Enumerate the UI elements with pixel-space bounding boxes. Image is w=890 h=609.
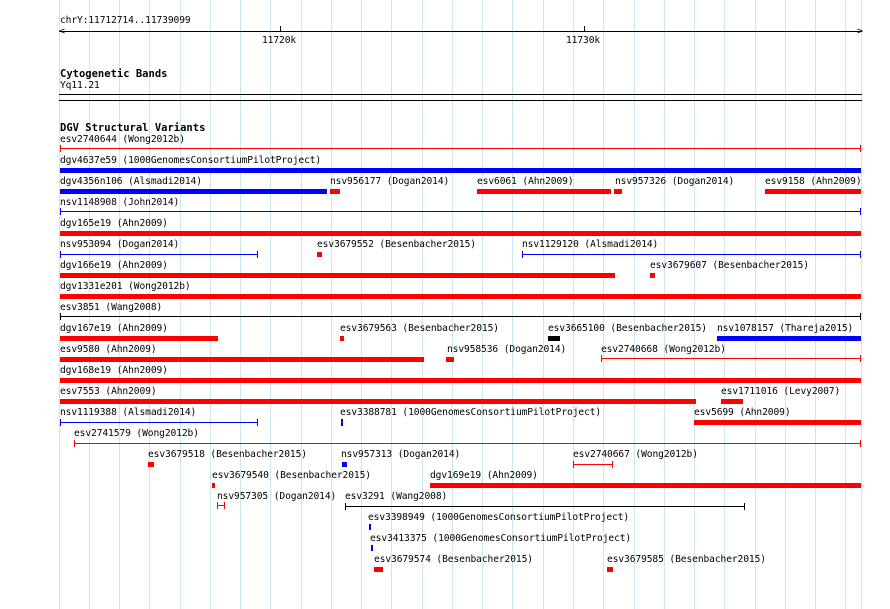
variant-bar-esv2740667[interactable] xyxy=(573,464,613,465)
variant-bar-esv3679518[interactable] xyxy=(148,462,154,467)
variant-label-esv3679574[interactable]: esv3679574 (Besenbacher2015) xyxy=(374,554,533,565)
variant-label-nsv1129120[interactable]: nsv1129120 (Alsmadi2014) xyxy=(522,239,659,250)
variant-bar-esv3679552[interactable] xyxy=(317,252,322,257)
grid-line xyxy=(301,0,302,609)
variant-label-esv2740644[interactable]: esv2740644 (Wong2012b) xyxy=(60,134,185,145)
variant-bar-nsv956177[interactable] xyxy=(330,189,340,194)
variant-label-esv3679563[interactable]: esv3679563 (Besenbacher2015) xyxy=(340,323,499,334)
cytoband-line xyxy=(59,94,862,95)
variant-label-esv3679607[interactable]: esv3679607 (Besenbacher2015) xyxy=(650,260,809,271)
variant-label-esv3679585[interactable]: esv3679585 (Besenbacher2015) xyxy=(607,554,766,565)
region-label: chrY:11712714..11739099 xyxy=(60,15,191,26)
variant-bar-dgv165e19[interactable] xyxy=(60,231,861,236)
variant-bar-esv3398949[interactable] xyxy=(369,524,371,530)
variant-bar-esv1711016[interactable] xyxy=(721,399,743,404)
variant-label-dgv4637e59[interactable]: dgv4637e59 (1000GenomesConsortiumPilotProject) xyxy=(60,155,322,166)
variant-label-esv7553[interactable]: esv7553 (Ahn2009) xyxy=(60,386,157,397)
variant-label-esv2740667[interactable]: esv2740667 (Wong2012b) xyxy=(573,449,698,460)
variant-bar-esv2740668[interactable] xyxy=(601,358,861,359)
ruler-tick-label: 11730k xyxy=(566,35,601,46)
variant-label-nsv958536[interactable]: nsv958536 (Dogan2014) xyxy=(447,344,567,355)
grid-line xyxy=(755,0,756,609)
variant-bar-dgv4637e59[interactable] xyxy=(60,168,861,173)
track-title-cytobands[interactable]: Cytogenetic Bands xyxy=(60,68,168,80)
variant-bar-esv2741579[interactable] xyxy=(74,443,861,444)
variant-bar-esv6061[interactable] xyxy=(477,189,611,194)
variant-bar-dgv1331e201[interactable] xyxy=(60,294,861,299)
variant-bar-nsv957313[interactable] xyxy=(342,462,347,467)
variant-label-esv3679518[interactable]: esv3679518 (Besenbacher2015) xyxy=(148,449,307,460)
variant-label-esv3665100[interactable]: esv3665100 (Besenbacher2015) xyxy=(548,323,707,334)
variant-bar-esv3679540[interactable] xyxy=(212,483,215,488)
variant-label-esv3291[interactable]: esv3291 (Wang2008) xyxy=(345,491,448,502)
variant-end-tick xyxy=(601,355,602,362)
variant-end-tick xyxy=(60,419,61,426)
grid-line xyxy=(845,0,846,609)
grid-line xyxy=(724,0,725,609)
variant-end-tick xyxy=(860,208,861,215)
variant-label-nsv957326[interactable]: nsv957326 (Dogan2014) xyxy=(615,176,735,187)
variant-end-tick xyxy=(217,502,218,509)
variant-end-tick xyxy=(257,419,258,426)
variant-label-nsv1119388[interactable]: nsv1119388 (Alsmadi2014) xyxy=(60,407,197,418)
variant-label-esv6061[interactable]: esv6061 (Ahn2009) xyxy=(477,176,574,187)
variant-end-tick xyxy=(573,461,574,468)
variant-label-esv3413375[interactable]: esv3413375 (1000GenomesConsortiumPilotProject) xyxy=(370,533,632,544)
grid-line xyxy=(240,0,241,609)
variant-end-tick xyxy=(860,355,861,362)
variant-bar-dgv4356n106[interactable] xyxy=(60,189,327,194)
variant-end-tick xyxy=(74,440,75,447)
variant-end-tick xyxy=(522,251,523,258)
grid-line xyxy=(270,0,271,609)
variant-end-tick xyxy=(224,502,225,509)
ruler-tick xyxy=(280,26,281,32)
variant-label-esv3388781[interactable]: esv3388781 (1000GenomesConsortiumPilotProject) xyxy=(340,407,602,418)
variant-label-esv3851[interactable]: esv3851 (Wang2008) xyxy=(60,302,163,313)
variant-label-nsv953094[interactable]: nsv953094 (Dogan2014) xyxy=(60,239,180,250)
ruler-axis xyxy=(59,31,862,32)
variant-bar-nsv953094[interactable] xyxy=(60,254,258,255)
track-title-dgv[interactable]: DGV Structural Variants xyxy=(60,122,206,134)
variant-bar-esv7553[interactable] xyxy=(60,399,696,404)
variant-label-esv3398949[interactable]: esv3398949 (1000GenomesConsortiumPilotProject) xyxy=(368,512,630,523)
variant-bar-esv2740644[interactable] xyxy=(60,148,861,149)
track-divider xyxy=(59,100,862,101)
variant-end-tick xyxy=(860,251,861,258)
variant-bar-dgv166e19[interactable] xyxy=(60,273,615,278)
variant-label-esv5699[interactable]: esv5699 (Ahn2009) xyxy=(694,407,791,418)
variant-bar-nsv957326[interactable] xyxy=(614,189,622,194)
variant-label-nsv956177[interactable]: nsv956177 (Dogan2014) xyxy=(330,176,450,187)
variant-bar-esv3851[interactable] xyxy=(60,316,861,317)
variant-end-tick xyxy=(257,251,258,258)
grid-line xyxy=(361,0,362,609)
variant-bar-esv3679563[interactable] xyxy=(340,336,344,341)
variant-bar-nsv1078157[interactable] xyxy=(717,336,861,341)
ruler-tick-label: 11720k xyxy=(262,35,297,46)
variant-end-tick xyxy=(60,208,61,215)
variant-bar-esv3679607[interactable] xyxy=(650,273,655,278)
variant-bar-esv3291[interactable] xyxy=(345,506,745,507)
grid-line xyxy=(180,0,181,609)
variant-label-dgv168e19[interactable]: dgv168e19 (Ahn2009) xyxy=(60,365,168,376)
variant-bar-esv3665100[interactable] xyxy=(548,336,560,341)
variant-end-tick xyxy=(60,313,61,320)
grid-line xyxy=(815,0,816,609)
variant-bar-esv3679574[interactable] xyxy=(374,567,383,572)
variant-end-tick xyxy=(744,503,745,510)
variant-label-esv3679540[interactable]: esv3679540 (Besenbacher2015) xyxy=(212,470,371,481)
grid-line xyxy=(331,0,332,609)
variant-bar-esv3413375[interactable] xyxy=(371,545,373,551)
variant-bar-dgv169e19[interactable] xyxy=(430,483,861,488)
variant-label-dgv169e19[interactable]: dgv169e19 (Ahn2009) xyxy=(430,470,538,481)
variant-bar-dgv168e19[interactable] xyxy=(60,378,861,383)
variant-end-tick xyxy=(860,145,861,152)
variant-label-esv1711016[interactable]: esv1711016 (Levy2007) xyxy=(721,386,841,397)
variant-end-tick xyxy=(860,313,861,320)
grid-line xyxy=(210,0,211,609)
grid-line xyxy=(785,0,786,609)
variant-end-tick xyxy=(60,145,61,152)
variant-label-esv9158[interactable]: esv9158 (Ahn2009) xyxy=(765,176,862,187)
variant-bar-esv9580[interactable] xyxy=(60,357,424,362)
variant-label-esv2740668[interactable]: esv2740668 (Wong2012b) xyxy=(601,344,726,355)
grid-line xyxy=(664,0,665,609)
variant-bar-esv9158[interactable] xyxy=(765,189,861,194)
variant-label-nsv957305[interactable]: nsv957305 (Dogan2014) xyxy=(217,491,337,502)
cytoband-label[interactable]: Yq11.21 xyxy=(60,80,100,91)
ruler-tick xyxy=(584,26,585,32)
variant-end-tick xyxy=(612,461,613,468)
variant-label-esv3679552[interactable]: esv3679552 (Besenbacher2015) xyxy=(317,239,476,250)
variant-bar-nsv1148908[interactable] xyxy=(60,211,861,212)
variant-bar-esv3388781[interactable] xyxy=(341,419,343,426)
variant-label-dgv4356n106[interactable]: dgv4356n106 (Alsmadi2014) xyxy=(60,176,202,187)
variant-label-dgv166e19[interactable]: dgv166e19 (Ahn2009) xyxy=(60,260,168,271)
variant-end-tick xyxy=(60,251,61,258)
ruler-left-arrow: < xyxy=(59,26,65,37)
variant-bar-dgv167e19[interactable] xyxy=(60,336,218,341)
variant-label-dgv1331e201[interactable]: dgv1331e201 (Wong2012b) xyxy=(60,281,191,292)
grid-line xyxy=(634,0,635,609)
grid-line xyxy=(694,0,695,609)
variant-label-dgv165e19[interactable]: dgv165e19 (Ahn2009) xyxy=(60,218,168,229)
variant-bar-esv3679585[interactable] xyxy=(607,567,613,572)
variant-bar-nsv1119388[interactable] xyxy=(60,422,258,423)
variant-label-nsv1148908[interactable]: nsv1148908 (John2014) xyxy=(60,197,180,208)
variant-end-tick xyxy=(860,440,861,447)
grid-line xyxy=(861,0,862,609)
variant-label-nsv957313[interactable]: nsv957313 (Dogan2014) xyxy=(341,449,461,460)
variant-label-nsv1078157[interactable]: nsv1078157 (Thareja2015) xyxy=(717,323,854,334)
variant-label-esv2741579[interactable]: esv2741579 (Wong2012b) xyxy=(74,428,199,439)
variant-label-dgv167e19[interactable]: dgv167e19 (Ahn2009) xyxy=(60,323,168,334)
variant-label-esv9580[interactable]: esv9580 (Ahn2009) xyxy=(60,344,157,355)
variant-bar-nsv958536[interactable] xyxy=(446,357,454,362)
ruler-right-arrow: > xyxy=(857,26,863,37)
variant-bar-esv5699[interactable] xyxy=(694,420,861,425)
variant-bar-nsv1129120[interactable] xyxy=(522,254,861,255)
variant-end-tick xyxy=(345,503,346,510)
